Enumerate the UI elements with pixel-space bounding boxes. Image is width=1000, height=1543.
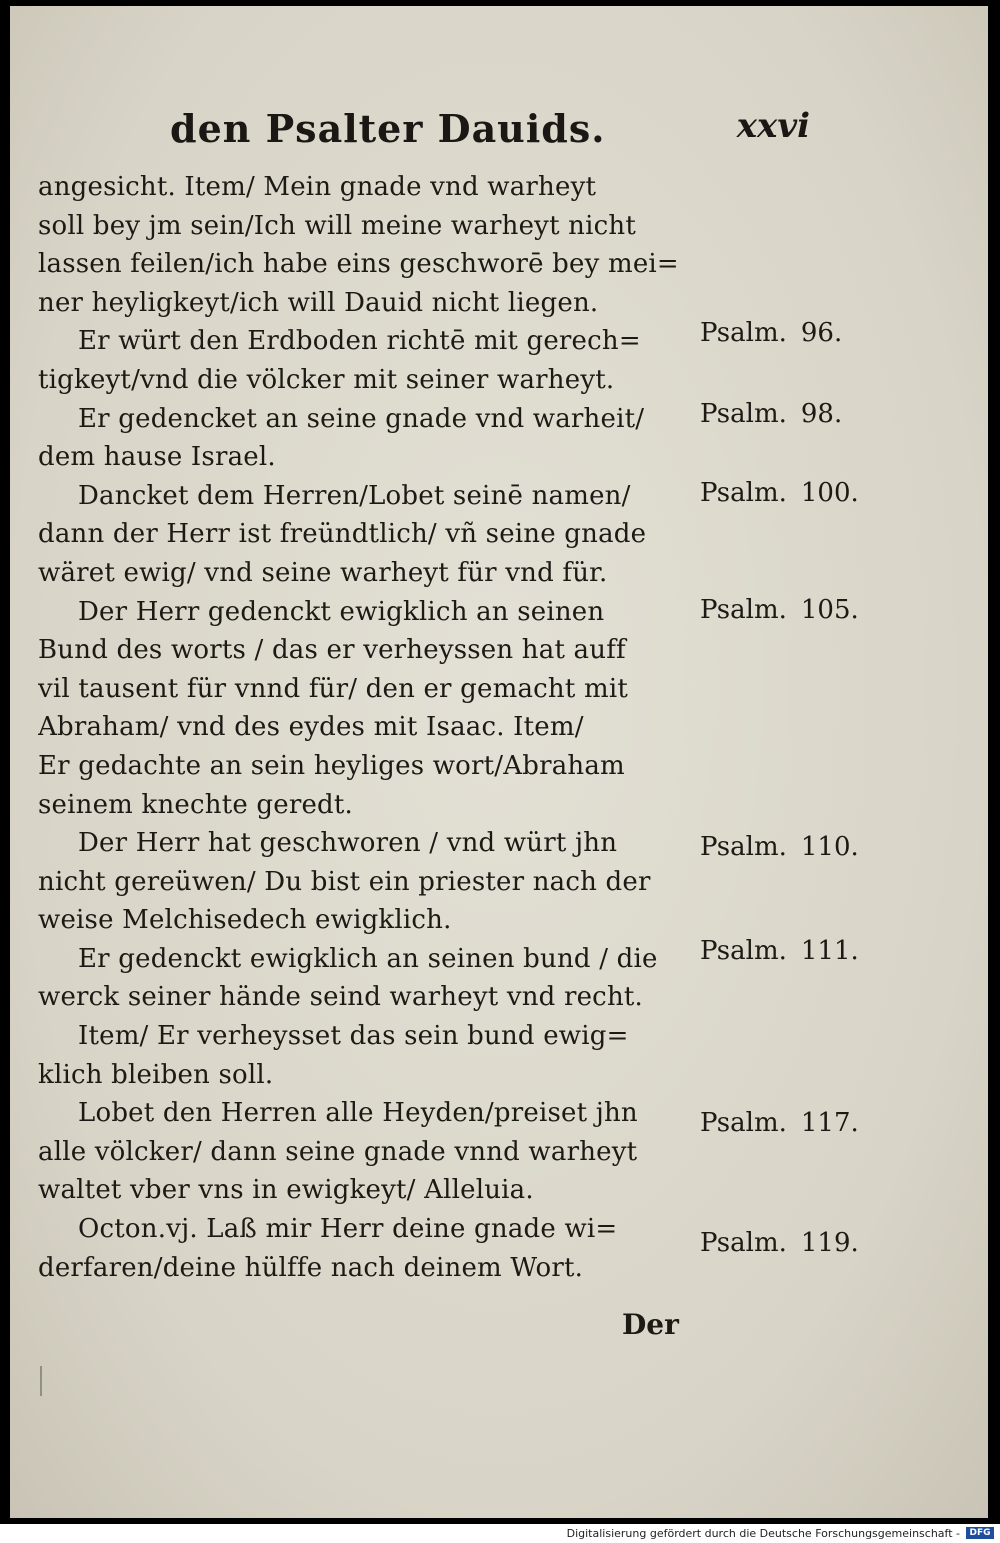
margin-label: Psalm.	[700, 478, 787, 508]
text-line: klich bleiben soll.	[38, 1059, 274, 1090]
folio-number: xxvi	[736, 106, 810, 146]
running-title: den Psalter Dauids.	[170, 106, 606, 151]
text-line: derfaren/deine hülffe nach deinem Wort.	[38, 1252, 584, 1283]
dfg-logo: DFG	[966, 1527, 994, 1539]
text-line: weise Melchisedech ewigklich.	[38, 905, 452, 936]
running-header	[170, 106, 810, 166]
margin-label: Psalm.	[700, 399, 787, 429]
margin-reference	[700, 936, 859, 966]
margin-number: 105.	[800, 595, 859, 625]
margin-number: 100.	[800, 478, 859, 508]
text-line: Der Herr hat geschworen / vnd würt jhn	[78, 828, 618, 859]
margin-label: Psalm.	[700, 1108, 787, 1138]
margin-reference	[700, 595, 859, 625]
margin-label: Psalm.	[700, 832, 787, 862]
text-line: Der Herr gedenckt ewigklich an seinen	[78, 596, 605, 627]
margin-label: Psalm.	[700, 318, 787, 348]
text-line: werck seiner hände seind warheyt vnd recht.	[38, 982, 644, 1013]
text-line: Er würt den Erdboden richtē mit gerech=	[78, 326, 641, 357]
margin-reference	[700, 318, 842, 348]
book-page	[10, 6, 988, 1518]
text-line: dann der Herr ist freündtlich/ vñ seine gnade	[38, 519, 647, 550]
ink-mark	[40, 1366, 42, 1396]
text-line: angesicht. Item/ Mein gnade vnd warheyt	[38, 172, 597, 202]
catchword: Der	[622, 1308, 679, 1341]
text-line: Er gedencket an seine gnade vnd warheit/	[78, 403, 645, 434]
main-text	[38, 168, 698, 1287]
margin-reference	[700, 399, 842, 429]
margin-number: 119.	[800, 1228, 859, 1258]
text-line: Item/ Er verheysset das sein bund ewig=	[78, 1021, 629, 1052]
margin-number: 96.	[800, 318, 843, 348]
text-line: tigkeyt/vnd die völcker mit seiner warheyt.	[38, 364, 615, 395]
text-line: Lobet den Herren alle Heyden/preiset jhn	[78, 1098, 638, 1129]
text-line: vil tausent für vnnd für/ den er gemacht mit	[38, 673, 628, 704]
text-line: waltet vber vns in ewigkeyt/ Alleluia.	[38, 1175, 534, 1206]
text-line: Octon.vj. Laß mir Herr deine gnade wi=	[78, 1214, 618, 1245]
margin-label: Psalm.	[700, 595, 787, 625]
text-line: nicht gereüwen/ Du bist ein priester nach der	[38, 866, 651, 897]
text-line: dem hause Israel.	[38, 442, 276, 473]
margin-reference	[700, 1108, 859, 1138]
text-line: Abraham/ vnd des eydes mit Isaac. Item/	[38, 712, 584, 743]
margin-reference	[700, 1228, 859, 1258]
text-line: Er gedenckt ewigklich an seinen bund / die	[78, 943, 658, 974]
text-line: lassen feilen/ich habe eins geschworē bey mei=	[38, 249, 679, 280]
text-line: alle völcker/ dann seine gnade vnnd warheyt	[38, 1136, 638, 1167]
margin-number: 110.	[800, 832, 859, 862]
margin-label: Psalm.	[700, 936, 787, 966]
text-line: Bund des worts / das er verheyssen hat auff	[38, 635, 626, 666]
margin-reference	[700, 478, 859, 508]
digitization-footer	[0, 1524, 1000, 1543]
text-line: ner heyligkeyt/ich will Dauid nicht liegen.	[38, 287, 599, 318]
text-line: seinem knechte geredt.	[38, 789, 353, 820]
text-line: Er gedachte an sein heyliges wort/Abraham	[38, 750, 625, 781]
text-line: Dancket dem Herren/Lobet seinē namen/	[78, 480, 631, 511]
margin-label: Psalm.	[700, 1228, 787, 1258]
margin-number: 117.	[800, 1108, 859, 1138]
text-line: wäret ewig/ vnd seine warheyt für vnd für.	[38, 557, 608, 588]
margin-number: 111.	[800, 936, 859, 966]
margin-reference	[700, 832, 859, 862]
margin-number: 98.	[800, 399, 843, 429]
funding-credit: Digitalisierung gefördert durch die Deutsche Forschungsgemeinschaft -	[566, 1527, 960, 1540]
text-line: soll bey jm sein/Ich will meine warheyt nicht	[38, 210, 636, 241]
